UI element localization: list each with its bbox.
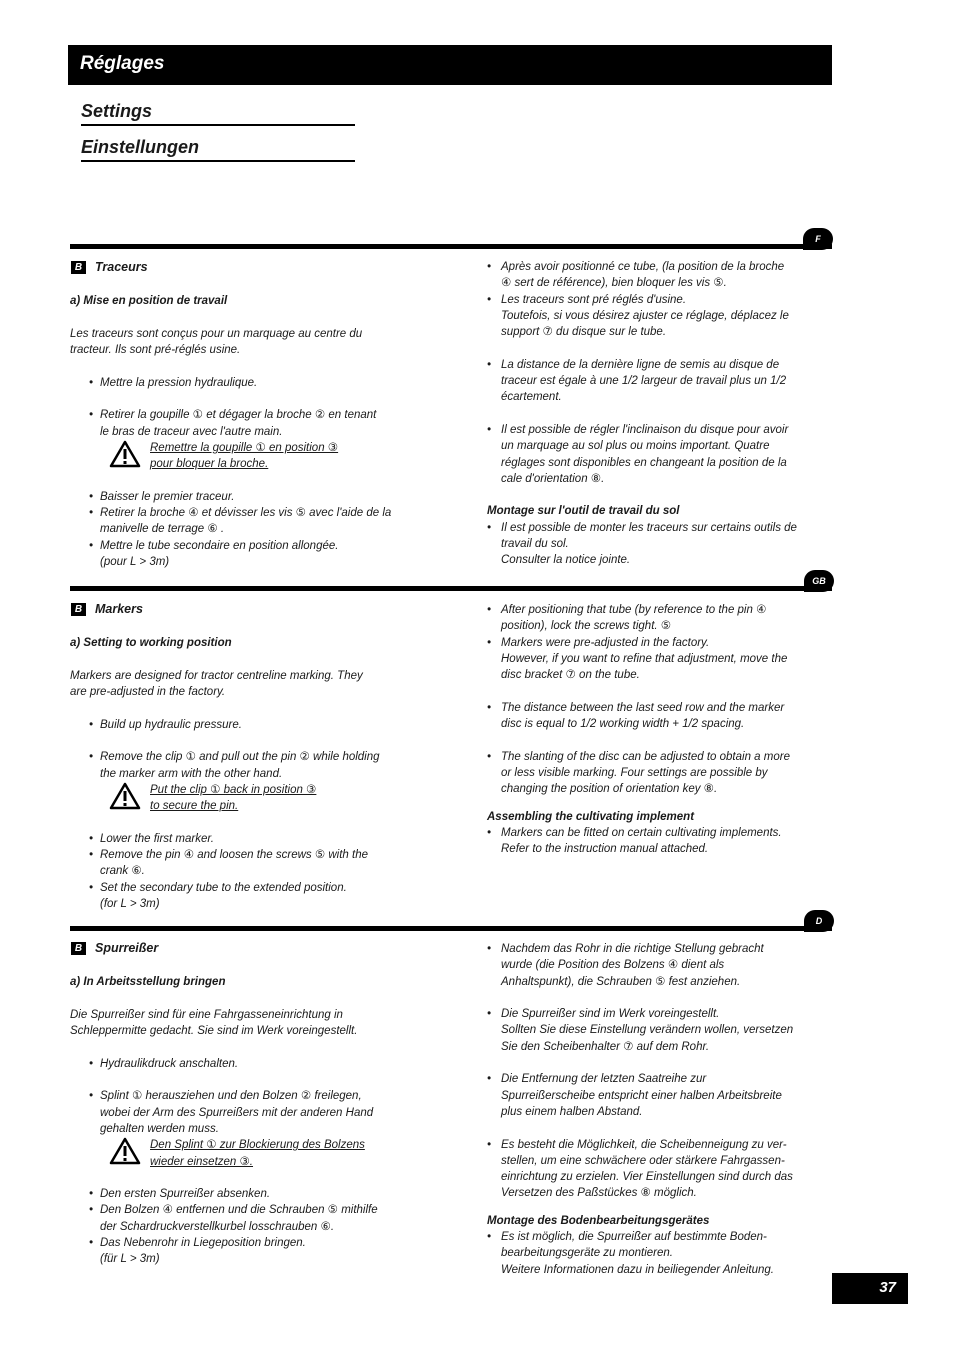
section-gb-left bbox=[70, 601, 470, 912]
list-item: • Retirer la broche ④ et dévisser les vis ⑤ avec l'aide de la manivelle de terrage ⑥ . bbox=[89, 507, 392, 536]
list-item: • Nachdem das Rohr in die richtige Stellung gebracht wurde (die Position des Bolzens ④ dient als Anhaltspunkt), die Schrauben ⑤ fest anziehen. bbox=[487, 943, 764, 988]
page-number: 37 bbox=[879, 1279, 896, 1296]
intro-line: Markers are designed for tractor centreline marking. They bbox=[70, 669, 363, 682]
section-f-right bbox=[487, 259, 817, 569]
section-title: Spurreißer bbox=[95, 941, 159, 955]
list-item: • Lower the first marker. bbox=[89, 832, 214, 845]
list-item: • Den ersten Spurreißer absenken. bbox=[89, 1188, 271, 1201]
warning-note: Remettre la goupille ① en position ③ pour bloquer la broche. bbox=[70, 440, 470, 473]
list-item: • Il est possible de monter les traceurs sur certains outils de travail du sol. Consulter la notice jointe. bbox=[487, 521, 797, 567]
intro-line: tracteur. Ils sont pré-réglés usine. bbox=[70, 344, 241, 357]
intro-line: Les traceurs sont conçus pour un marquage au centre du bbox=[70, 327, 363, 340]
page-number-box bbox=[832, 1273, 908, 1304]
list-item: • Es besteht die Möglichkeit, die Scheibenneigung zu ver- stellen, um eine schwächere oder stärkere Fahrgassen- einrichtung zu erzielen. Vier Einstellungen sind durch das Versetzen des Paßstückes ⑧ möglich. bbox=[487, 1138, 793, 1200]
list-item: • Il est possible de régler l'inclinaison du disque pour avoir un marquage au sol plus ou moins important. Quatre réglages sont disponibles en changeant la position de la cale d'orientation ⑧. bbox=[487, 423, 789, 485]
list-item: • Les traceurs sont pré réglés d'usine. Toutefois, si vous désirez ajuster ce réglage, déplacez le support ⑦ du disque sur le tube. bbox=[487, 293, 789, 339]
section-d-right bbox=[487, 941, 817, 1278]
warning-note: Den Splint ① zur Blockierung des Bolzens wieder einsetzen ③. bbox=[70, 1137, 470, 1170]
list-item: • Die Entfernung der letzten Saatreihe zur Spurreißerscheibe entspricht einer halben Arbeitsbreite plus einem halben Abstand. bbox=[487, 1073, 782, 1118]
section-f-left bbox=[70, 259, 470, 570]
subheading: a) Mise en position de travail bbox=[70, 295, 228, 308]
section-d-left bbox=[70, 940, 470, 1268]
intro-line: are pre-adjusted in the factory. bbox=[70, 686, 226, 699]
section-marker: B bbox=[71, 603, 86, 616]
list-item: • Mettre le tube secondaire en position allongée. (pour L > 3m) bbox=[89, 539, 339, 569]
section-rule-gb bbox=[70, 586, 832, 591]
list-item: • Es ist möglich, die Spurreißer auf bestimmte Boden- bearbeitungsgeräte zu montieren. Weitere Informationen dazu in beiliegender Anleitung. bbox=[487, 1231, 774, 1276]
list-item: • Après avoir positionné ce tube, (la position de la broche ④ sert de référence), bien bloquer les vis ⑤. bbox=[487, 261, 785, 290]
list-item: • Build up hydraulic pressure. bbox=[89, 718, 242, 731]
intro-line: Schleppermitte gedacht. Sie sind im Werk voreingestellt. bbox=[70, 1025, 358, 1038]
section-title: Traceurs bbox=[95, 260, 148, 274]
warning-icon bbox=[109, 440, 141, 468]
warning-icon bbox=[109, 782, 141, 810]
list-item: • Remove the pin ④ and loosen the screws ⑤ with the crank ⑥. bbox=[89, 849, 369, 878]
header-bar bbox=[68, 45, 832, 85]
intro-line: Die Spurreißer sind für eine Fahrgasseneinrichtung in bbox=[70, 1008, 343, 1021]
list-item: • Baisser le premier traceur. bbox=[89, 490, 235, 503]
subtitle-settings: Settings bbox=[81, 100, 355, 126]
lang-badge-f: F bbox=[803, 228, 833, 250]
list-item: • Set the secondary tube to the extended position. (for L > 3m) bbox=[89, 881, 347, 911]
list-item: • Retirer la goupille ① et dégager la broche ② en tenant le bras de traceur avec l'autre main. bbox=[89, 409, 377, 438]
section-rule-f bbox=[70, 244, 832, 249]
subheading: a) Setting to working position bbox=[70, 637, 232, 650]
lang-badge-gb: GB bbox=[804, 570, 834, 592]
list-item: • La distance de la dernière ligne de semis au disque de traceur est égale à une 1/2 largeur de travail plus un 1/2 écartement. bbox=[487, 358, 787, 404]
lang-badge-d: D bbox=[804, 910, 834, 932]
list-item: • Mettre la pression hydraulique. bbox=[89, 376, 258, 389]
subheading: Assembling the cultivating implement bbox=[487, 810, 695, 823]
section-title: Markers bbox=[95, 602, 143, 616]
list-item: • The distance between the last seed row and the marker disc is equal to 1/2 working width + 1/2 spacing. bbox=[487, 701, 785, 731]
section-rule-d bbox=[70, 926, 832, 931]
list-item: • The slanting of the disc can be adjusted to obtain a more or less visible marking. Four settings are possible by changing the position of orientation key ⑧. bbox=[487, 750, 790, 796]
list-item: • Remove the clip ① and pull out the pin ② while holding the marker arm with the other hand. bbox=[89, 751, 380, 780]
section-marker: B bbox=[71, 261, 86, 274]
list-item: • Hydraulikdruck anschalten. bbox=[89, 1057, 239, 1070]
section-gb-right bbox=[487, 602, 817, 857]
warning-note: Put the clip ① back in position ③ to secure the pin. bbox=[70, 782, 470, 815]
subtitle-einstellungen: Einstellungen bbox=[81, 136, 355, 162]
section-marker: B bbox=[71, 942, 86, 955]
header-title: Réglages bbox=[80, 53, 165, 74]
list-item: • Das Nebenrohr in Liegeposition bringen. (für L > 3m) bbox=[89, 1237, 306, 1266]
warning-icon bbox=[109, 1137, 141, 1165]
subheading: Montage sur l'outil de travail du sol bbox=[487, 505, 680, 518]
list-item: • Splint ① herausziehen und den Bolzen ② freilegen, wobei der Arm des Spurreißers mit der anderen Hand gehalten werden muss. bbox=[89, 1090, 374, 1135]
list-item: • After positioning that tube (by reference to the pin ④ position), lock the screws tight. ⑤ bbox=[487, 604, 767, 633]
list-item: • Markers were pre-adjusted in the factory. However, if you want to refine that adjustment, move the disc bracket ⑦ on the tube. bbox=[487, 636, 788, 682]
list-item: • Den Bolzen ④ entfernen und die Schrauben ⑤ mithilfe der Schardruckverstellkurbel losschrauben ⑥. bbox=[89, 1204, 378, 1233]
subheading: a) In Arbeitsstellung bringen bbox=[70, 976, 226, 989]
list-item: • Markers can be fitted on certain cultivating implements. Refer to the instruction manual attached. bbox=[487, 826, 782, 856]
list-item: • Die Spurreißer sind im Werk voreingestellt. Sollten Sie diese Einstellung verändern wollen, versetzen Sie den Scheibenhalter ⑦ auf dem Rohr. bbox=[487, 1008, 794, 1053]
subheading: Montage des Bodenbearbeitungsgerätes bbox=[487, 1214, 710, 1227]
